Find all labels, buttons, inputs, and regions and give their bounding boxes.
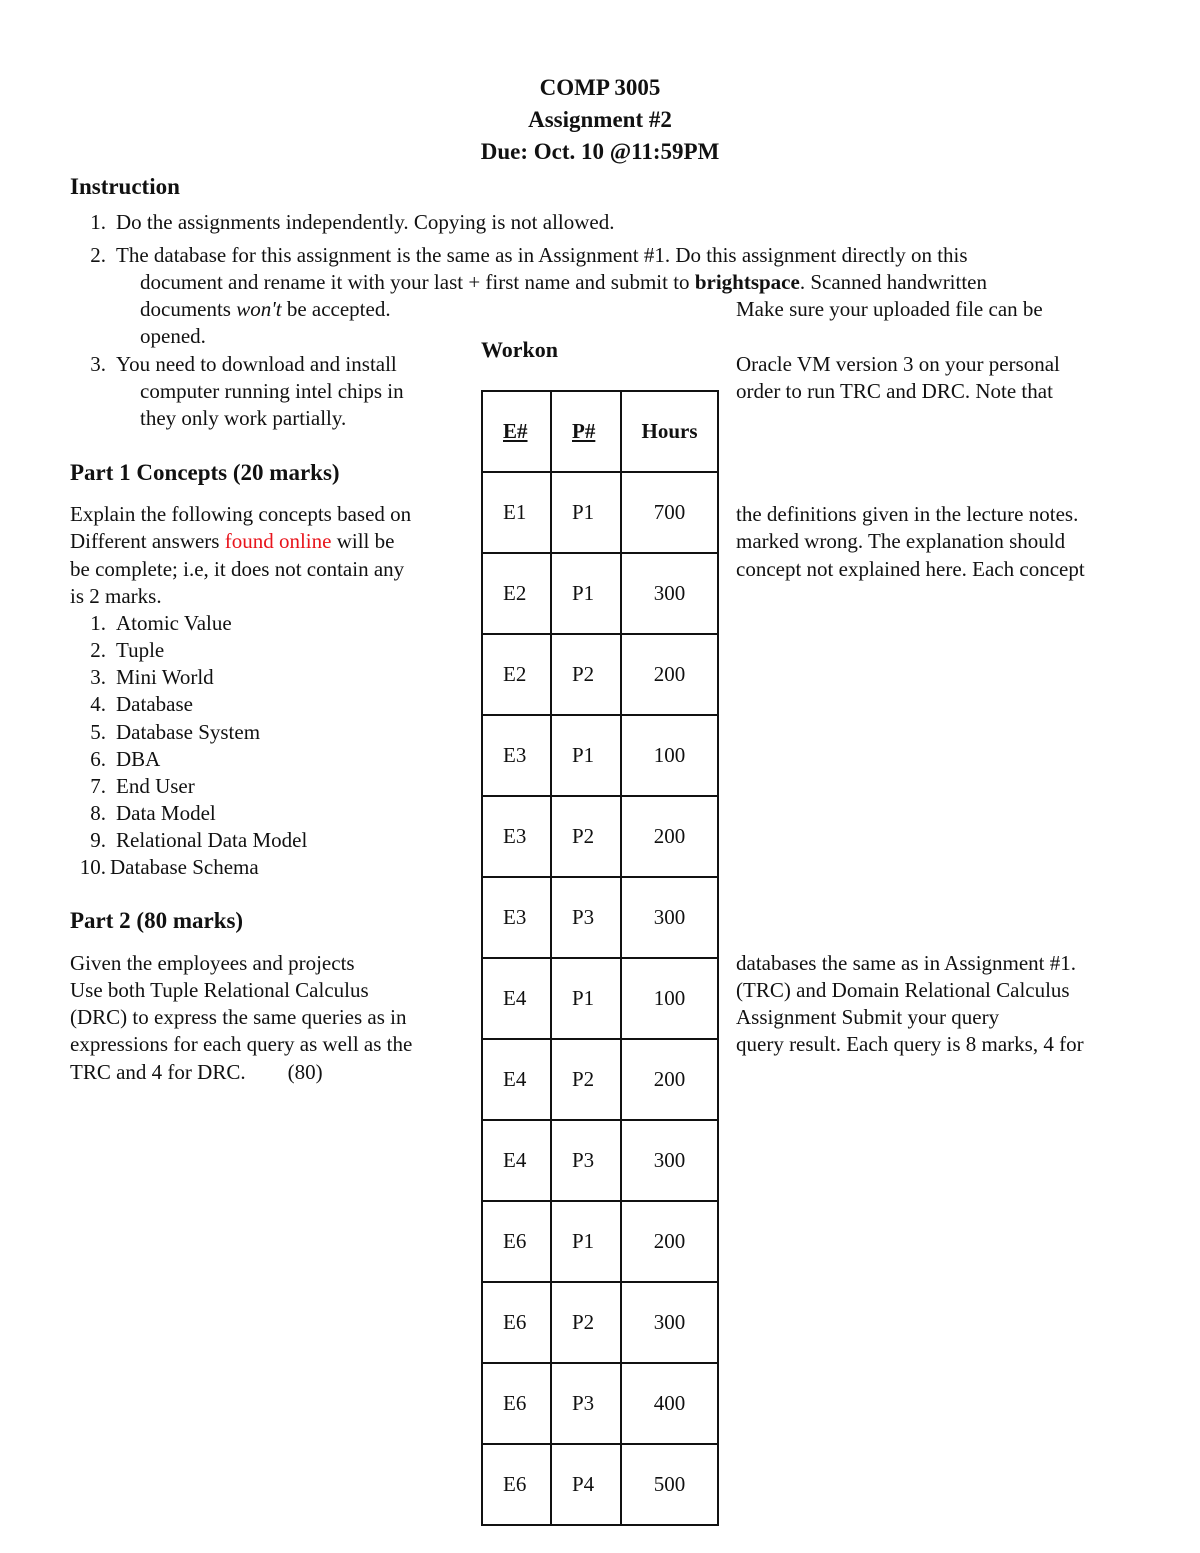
part2-para-line3: (DRC) to express the same queries as in <box>70 1005 407 1029</box>
list-number: 1. <box>90 210 106 234</box>
cell-hours: 300 <box>621 1120 718 1201</box>
cell-employee: E6 <box>482 1363 551 1444</box>
table-row <box>482 958 718 1039</box>
table-row <box>482 634 718 715</box>
instruction-item-3-line2-right: order to run TRC and DRC. Note that <box>736 379 1053 403</box>
cell-hours: 100 <box>621 958 718 1039</box>
text-segment: document and rename it with your last + first name and submit to <box>140 270 695 294</box>
cell-hours: 300 <box>621 877 718 958</box>
cell-project: P1 <box>551 958 621 1039</box>
part1-para-line1: Explain the following concepts based on <box>70 502 412 526</box>
cell-hours: 300 <box>621 553 718 634</box>
cell-employee: E2 <box>482 553 551 634</box>
list-number: 2. <box>90 638 106 662</box>
list-item <box>70 827 307 854</box>
table-header-row <box>482 391 718 472</box>
workon-title: Workon <box>481 337 559 362</box>
cell-employee: E1 <box>482 472 551 553</box>
list-number: 6. <box>90 747 106 771</box>
concept-label: Database <box>116 692 193 716</box>
part1-heading: Part 1 Concepts (20 marks) <box>70 460 340 485</box>
part2-para-right-line3: Assignment Submit your query <box>736 1005 1000 1029</box>
cell-project: P3 <box>551 1363 621 1444</box>
part2-para-line5: TRC and 4 for DRC. (80) <box>70 1060 323 1084</box>
cell-employee: E6 <box>482 1201 551 1282</box>
concept-label: DBA <box>116 747 161 771</box>
table-row <box>482 1282 718 1363</box>
list-item <box>70 773 195 800</box>
concept-label: Atomic Value <box>116 611 232 635</box>
concept-label: Tuple <box>116 638 165 662</box>
instruction-item-2-line3 <box>140 296 391 323</box>
cell-employee: E3 <box>482 796 551 877</box>
table-row <box>482 472 718 553</box>
cell-employee: E4 <box>482 1120 551 1201</box>
cell-employee: E2 <box>482 634 551 715</box>
text-segment: will be <box>336 529 395 553</box>
text-segment: Different answers <box>70 529 225 553</box>
instruction-item-3-line1 <box>70 351 397 378</box>
list-number: 7. <box>90 774 106 798</box>
concept-label: Data Model <box>116 801 216 825</box>
found-online-highlight: found online <box>224 529 332 553</box>
instruction-item-2-line1 <box>70 242 968 269</box>
instruction-item-2-line4: opened. <box>140 324 206 348</box>
part1-para-line4: is 2 marks. <box>70 584 162 608</box>
part1-para-right-line3: concept not explained here. Each concept <box>736 557 1085 581</box>
column-header-hours: Hours <box>621 391 718 472</box>
list-number: 5. <box>90 720 106 744</box>
list-text: Do the assignments independently. Copying is not allowed. <box>116 210 615 234</box>
cell-hours: 200 <box>621 634 718 715</box>
list-item <box>70 800 216 827</box>
table-row <box>482 1120 718 1201</box>
cell-employee: E6 <box>482 1282 551 1363</box>
concept-label: End User <box>116 774 195 798</box>
part2-para-right-line2: (TRC) and Domain Relational Calculus <box>736 978 1070 1002</box>
cell-hours: 200 <box>621 796 718 877</box>
part2-para-right-line4: query result. Each query is 8 marks, 4 for <box>736 1032 1084 1056</box>
cell-hours: 500 <box>621 1444 718 1525</box>
list-item <box>70 691 193 718</box>
cell-employee: E3 <box>482 877 551 958</box>
part1-para-right-line2: marked wrong. The explanation should <box>736 529 1066 553</box>
table-row <box>482 877 718 958</box>
assignment-title: Assignment #2 <box>528 107 672 132</box>
list-item <box>70 664 214 691</box>
wont-emphasis: won't <box>236 297 282 321</box>
cell-hours: 400 <box>621 1363 718 1444</box>
course-title: COMP 3005 <box>539 75 661 100</box>
cell-hours: 200 <box>621 1201 718 1282</box>
cell-employee: E3 <box>482 715 551 796</box>
cell-project: P1 <box>551 715 621 796</box>
brightspace-keyword: brightspace <box>694 270 800 294</box>
table-row <box>482 553 718 634</box>
cell-project: P3 <box>551 877 621 958</box>
text-segment: . Scanned handwritten <box>799 270 988 294</box>
cell-project: P1 <box>551 472 621 553</box>
instruction-item-2-line2 <box>140 269 987 296</box>
concept-label: Database Schema <box>110 855 259 879</box>
table-row <box>482 1363 718 1444</box>
part2-heading: Part 2 (80 marks) <box>70 908 244 933</box>
cell-project: P1 <box>551 553 621 634</box>
list-item <box>70 610 232 637</box>
part2-para-line4: expressions for each query as well as the <box>70 1032 413 1056</box>
column-header-e <box>482 391 551 472</box>
column-header-label: E# <box>503 419 528 443</box>
instruction-item-2-line3-right: Make sure your uploaded file can be <box>736 297 1043 321</box>
cell-project: P2 <box>551 796 621 877</box>
table-row <box>482 1039 718 1120</box>
part1-para-line3: be complete; i.e, it does not contain any <box>70 557 405 581</box>
cell-employee: E6 <box>482 1444 551 1525</box>
instruction-item-3-line3: they only work partially. <box>140 406 347 430</box>
list-number: 3. <box>90 665 106 689</box>
list-number: 9. <box>90 828 106 852</box>
concept-label: Mini World <box>116 665 214 689</box>
part1-para-right-line1: the definitions given in the lecture notes. <box>736 502 1079 526</box>
part2-para-line1: Given the employees and projects <box>70 951 355 975</box>
cell-project: P3 <box>551 1120 621 1201</box>
cell-project: P2 <box>551 1039 621 1120</box>
cell-hours: 100 <box>621 715 718 796</box>
list-item <box>70 854 259 881</box>
cell-project: P2 <box>551 634 621 715</box>
instruction-item-3-line1-right: Oracle VM version 3 on your personal <box>736 352 1060 376</box>
list-number: 3. <box>90 352 106 376</box>
cell-hours: 300 <box>621 1282 718 1363</box>
column-header-label: P# <box>572 419 596 443</box>
text-segment: be accepted. <box>281 297 391 321</box>
cell-hours: 700 <box>621 472 718 553</box>
list-item <box>70 637 164 664</box>
column-header-p <box>551 391 621 472</box>
instruction-item-3-line2: computer running intel chips in <box>140 379 404 403</box>
list-text: The database for this assignment is the same as in Assignment #1. Do this assignment directly on this <box>116 243 968 267</box>
list-number: 1. <box>90 611 106 635</box>
cell-employee: E4 <box>482 958 551 1039</box>
cell-employee: E4 <box>482 1039 551 1120</box>
list-number: 10. <box>79 855 106 879</box>
list-text: You need to download and install <box>116 352 397 376</box>
table-row <box>482 715 718 796</box>
cell-project: P1 <box>551 1201 621 1282</box>
part1-para-line2 <box>70 528 394 555</box>
text-segment: documents <box>140 297 237 321</box>
cell-hours: 200 <box>621 1039 718 1120</box>
concept-label: Relational Data Model <box>116 828 308 852</box>
cell-project: P2 <box>551 1282 621 1363</box>
instruction-item-1 <box>70 209 615 236</box>
table-row <box>482 1201 718 1282</box>
list-item <box>70 719 260 746</box>
part2-para-right-line1: databases the same as in Assignment #1. <box>736 951 1077 975</box>
workon-table <box>481 390 719 1526</box>
due-date: Due: Oct. 10 @11:59PM <box>480 139 720 164</box>
concept-label: Database System <box>116 720 261 744</box>
table-row <box>482 1444 718 1525</box>
cell-project: P4 <box>551 1444 621 1525</box>
instruction-heading: Instruction <box>70 174 180 199</box>
table-row <box>482 796 718 877</box>
list-item <box>70 746 160 773</box>
list-number: 4. <box>90 692 106 716</box>
list-number: 2. <box>90 243 106 267</box>
list-number: 8. <box>90 801 106 825</box>
part2-para-line2: Use both Tuple Relational Calculus <box>70 978 369 1002</box>
